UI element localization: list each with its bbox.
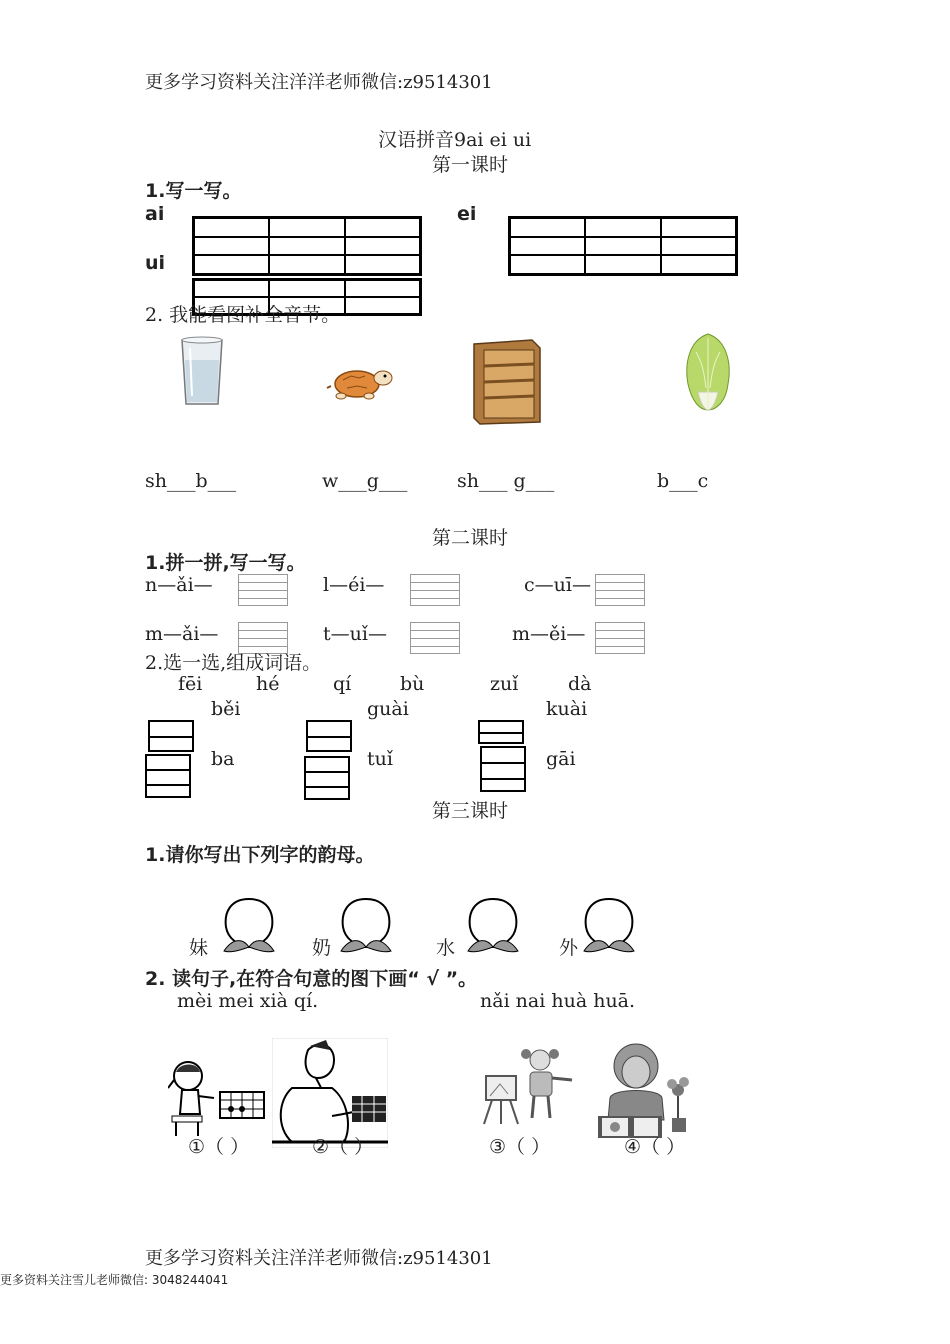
pinyin-kuai: kuài xyxy=(546,698,588,720)
answer-mark-3[interactable]: ③（ ） xyxy=(489,1136,551,1158)
answer-box-lei[interactable] xyxy=(410,574,460,606)
answer-box-tui[interactable] xyxy=(410,622,460,654)
syllable-cup: sh___b___ xyxy=(145,470,237,492)
spell-cui: c—uī— xyxy=(524,574,591,596)
pinyin-guai: guài xyxy=(367,698,409,720)
char-shui: 水 xyxy=(436,937,456,959)
peach-answer-box-1[interactable] xyxy=(218,895,280,957)
option-fei: fēi xyxy=(178,673,203,695)
answer-mark-1[interactable]: ①（ ） xyxy=(188,1136,250,1158)
word-box-top-3[interactable] xyxy=(478,720,524,744)
option-qi: qí xyxy=(333,673,352,695)
syllable-cabbage: b___c xyxy=(657,470,709,492)
lesson1-q1: 1.写一写。 xyxy=(145,180,242,202)
pinyin-tui: tuǐ xyxy=(367,748,393,770)
grandma-painting-flowers-image xyxy=(598,1040,698,1140)
option-he: hé xyxy=(256,673,280,695)
lesson1-q2: 2. 我能看图补全音节。 xyxy=(145,304,341,326)
spell-mei: m—ěi— xyxy=(512,623,586,645)
peach-answer-box-2[interactable] xyxy=(335,895,397,957)
answer-box-mei[interactable] xyxy=(595,622,645,654)
page-title: 汉语拼音9ai ei ui xyxy=(378,129,532,151)
sentence-1: mèi mei xià qí. xyxy=(177,990,319,1012)
word-box-bottom-2[interactable] xyxy=(304,756,350,800)
lesson1-heading: 第一课时 xyxy=(432,154,509,176)
label-ui: ui xyxy=(145,252,166,274)
footer-watermark: 更多学习资料关注洋洋老师微信:z9514301 xyxy=(145,1248,493,1269)
word-box-top-1[interactable] xyxy=(148,720,194,752)
lesson3-q2: 2. 读句子,在符合句意的图下画“ √ ”。 xyxy=(145,968,478,990)
lesson2-q1: 1.拼一拼,写一写。 xyxy=(145,552,306,574)
spell-nai: n—ǎi— xyxy=(145,574,213,596)
answer-mark-2[interactable]: ②（ ） xyxy=(312,1136,374,1158)
option-zui: zuǐ xyxy=(490,673,519,695)
spell-lei: l—éi— xyxy=(323,574,385,596)
writing-grid-ei[interactable] xyxy=(508,216,738,276)
girl-playing-chess-image xyxy=(168,1058,268,1138)
pinyin-ba: ba xyxy=(211,748,235,770)
answer-box-nai[interactable] xyxy=(238,574,288,606)
sentence-2: nǎi nai huà huā. xyxy=(480,990,636,1012)
word-box-top-2[interactable] xyxy=(306,720,352,752)
char-wai: 外 xyxy=(559,937,579,959)
option-bu: bù xyxy=(400,673,425,695)
header-watermark: 更多学习资料关注洋洋老师微信:z9514301 xyxy=(145,72,493,93)
girl-painting-image xyxy=(478,1046,578,1126)
lesson3-heading: 第三课时 xyxy=(432,800,509,822)
lesson2-heading: 第二课时 xyxy=(432,527,509,549)
spell-mai: m—ǎi— xyxy=(145,623,219,645)
answer-box-cui[interactable] xyxy=(595,574,645,606)
cabbage-image xyxy=(682,332,734,412)
bookshelf-image xyxy=(472,338,542,426)
bottom-note: 更多资料关注雪儿老师微信: 3048244041 xyxy=(0,1273,229,1287)
char-nai: 奶 xyxy=(312,937,332,959)
label-ai: ai xyxy=(145,203,165,225)
word-box-bottom-3[interactable] xyxy=(480,746,526,792)
option-da: dà xyxy=(568,673,592,695)
lesson2-q2: 2.选一选,组成词语。 xyxy=(145,652,322,674)
peach-answer-box-4[interactable] xyxy=(578,895,640,957)
spell-tui: t—uǐ— xyxy=(323,623,387,645)
pinyin-bei: běi xyxy=(211,698,241,720)
writing-grid-ai[interactable] xyxy=(192,216,422,276)
answer-mark-4[interactable]: ④（ ） xyxy=(624,1136,686,1158)
char-mei: 妹 xyxy=(189,937,209,959)
syllable-bookshelf: sh___ g___ xyxy=(457,470,555,492)
syllable-turtle: w___g___ xyxy=(322,470,408,492)
word-box-bottom-1[interactable] xyxy=(145,754,191,798)
water-glass-image xyxy=(180,336,224,408)
turtle-image xyxy=(325,362,395,402)
pinyin-gai: gāi xyxy=(546,748,576,770)
lesson3-q1: 1.请你写出下列字的韵母。 xyxy=(145,844,375,866)
peach-answer-box-3[interactable] xyxy=(462,895,524,957)
label-ei: ei xyxy=(457,203,477,225)
